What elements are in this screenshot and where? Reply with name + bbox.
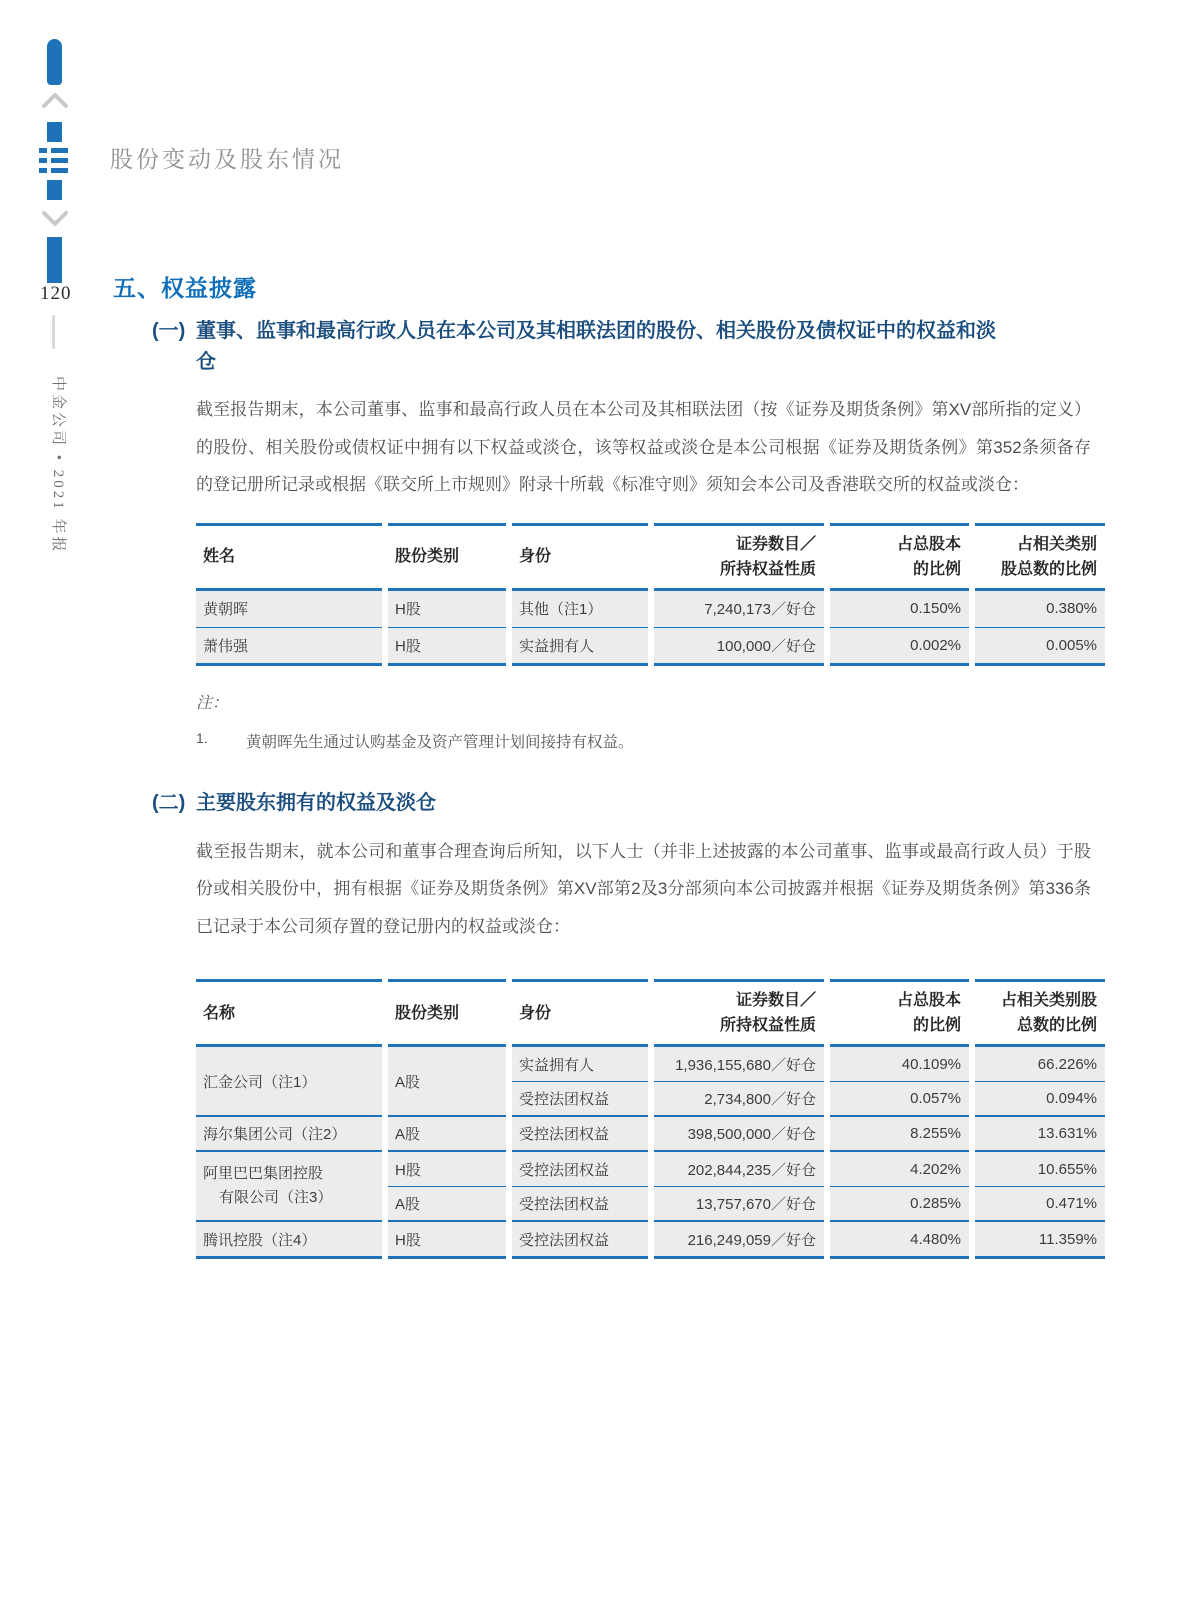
subsection-2-title: 主要股东拥有的权益及淡仓 xyxy=(196,791,436,814)
chapter-title: 股份变动及股东情况 xyxy=(110,147,344,172)
section-title: 五、权益披露 xyxy=(113,275,257,301)
t1-header-share-class: 股份类别 xyxy=(388,523,506,591)
chevron-down-icon xyxy=(42,210,68,227)
note-number: 1. xyxy=(196,729,208,746)
t1-header-securities: 证券数目／ 所持权益性质 xyxy=(654,523,824,591)
rail-top-bar xyxy=(47,39,62,85)
t1-header-pct-class: 占相关类别 股总数的比例 xyxy=(975,523,1105,591)
rail-bottom-bar xyxy=(47,237,62,283)
subsection-1-paragraph: 截至报告期末，本公司董事、监事和最高行政人员在本公司及其相联法团（按《证券及期货条例》第XV部所指的定义）的股份、相关股份或债权证中拥有以下权益或淡仓，该等权益或淡仓是本公司根据《证券及期货条例》第352条须备存的登记册所记录或根据《联交所上市规则》附录十所载《标准守则》须知会本公司及香港联交所的权益或淡仓： xyxy=(196,400,1091,494)
chevron-up-icon xyxy=(42,92,68,109)
t1-header-name: 姓名 xyxy=(196,523,382,591)
side-rail xyxy=(0,0,110,1615)
substantial-shareholders-table: 名称 股份类别 身份 证券数目／ 所持权益性质 占总股本 的比例 占相关类别股 总数的比例 汇金公司（注1） A股 实益拥有人 1,936,155,680／好仓 40.109% 66.226% 受控法团权益 2,734,800／好仓 0.057% 0.094% 海尔集团公司（注2） A股 受控法团权益 398,500,000／好仓 8.255% 13.631% 阿里巴巴集团控股 有限公司（注3） H股 受控法团权益 202,844,235／好仓 4.202% 10.655% A股 受控法团权益 13,757,670／好仓 0.285% 0.471% 腾讯控股（注4） H股 受控法团权益 216,249,059／好仓 4.480% 11.359% xyxy=(196,979,1105,1259)
note-text: 黄朝晖先生通过认购基金及资产管理计划间接持有权益。 xyxy=(246,733,634,751)
t2-header-share-class: 股份类别 xyxy=(388,979,506,1047)
table-row: 海尔集团公司（注2） xyxy=(196,1117,382,1152)
subsection-2-paragraph: 截至报告期末，就本公司和董事合理查询后所知，以下人士（并非上述披露的本公司董事、监事或最高行政人员）于股份或相关股份中，拥有根据《证券及期货条例》第XV部第2及3分部须向本公司披露并根据《证券及期货条例》第336条已记录于本公司须存置的登记册内的权益或淡仓： xyxy=(196,841,1091,936)
table-row: 腾讯控股（注4） xyxy=(196,1222,382,1259)
rail-block-upper xyxy=(47,122,62,142)
t2-header-capacity: 身份 xyxy=(512,979,648,1047)
subsection-1-marker: (一) xyxy=(152,320,186,342)
t1-header-capacity: 身份 xyxy=(512,523,648,591)
subsection-1-title: 董事、监事和最高行政人员在本公司及其相联法团的股份、相关股份及债权证中的权益和淡仓 xyxy=(196,320,996,373)
table-row: 汇金公司（注1） xyxy=(196,1047,382,1117)
t2-header-pct-class: 占相关类别股 总数的比例 xyxy=(975,979,1105,1047)
directors-interests-table: 姓名 股份类别 身份 证券数目／ 所持权益性质 占总股本 的比例 占相关类别 股总数的比例 黄朝晖 H股 其他（注1） 7,240,173／好仓 0.150% 0.380% 萧伟强 H股 实益拥有人 100,000／好仓 0.002% 0.005% xyxy=(196,523,1105,666)
t2-header-pct-total: 占总股本 的比例 xyxy=(830,979,969,1047)
notes-label: 注： xyxy=(196,694,229,712)
t1-header-pct-total: 占总股本 的比例 xyxy=(830,523,969,591)
notes-block xyxy=(196,690,1105,752)
page-number-rule xyxy=(52,315,55,349)
table-row: 阿里巴巴集团控股 有限公司（注3） xyxy=(196,1152,382,1222)
note-item xyxy=(196,730,1105,752)
side-vertical-text: 中金公司 • 2021 年报 xyxy=(50,376,66,555)
table-row: 黄朝晖 xyxy=(196,591,382,628)
page-number: 120 xyxy=(40,283,72,304)
t2-header-securities: 证券数目／ 所持权益性质 xyxy=(654,979,824,1047)
menu-list-icon xyxy=(39,148,69,178)
subsection-1-heading xyxy=(152,316,1105,378)
main-content xyxy=(113,0,1105,1259)
subsection-2-marker: (二) xyxy=(152,791,186,814)
rail-block-lower xyxy=(47,180,62,200)
table-row: 萧伟强 xyxy=(196,628,382,666)
subsection-2-heading xyxy=(152,788,1105,819)
t2-header-name: 名称 xyxy=(196,979,382,1047)
